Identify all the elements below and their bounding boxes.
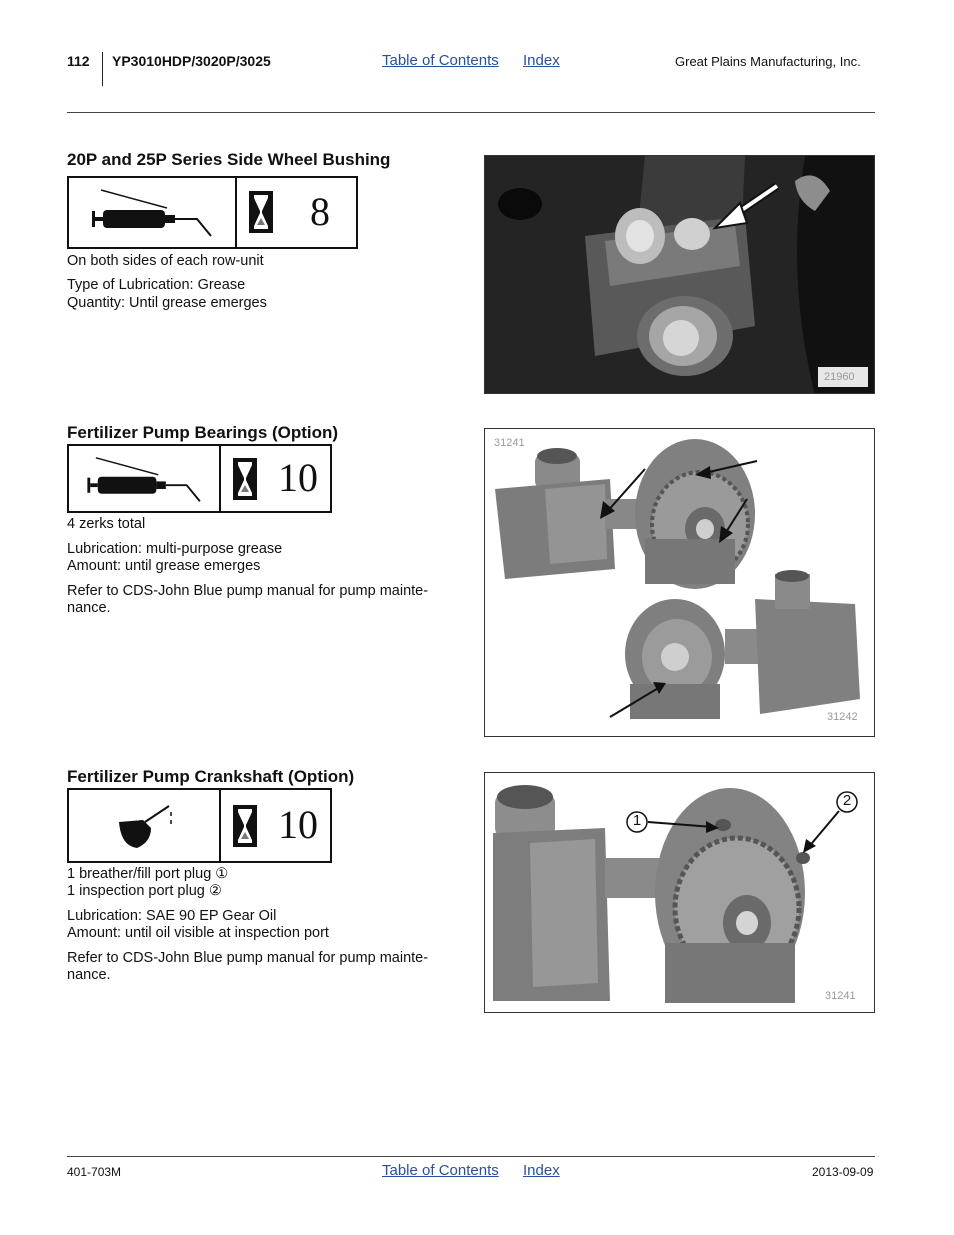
model-title: YP3010HDP/3020P/3025	[112, 53, 271, 69]
crankshaft-refer-cont: nance.	[67, 967, 111, 983]
header-index-link[interactable]: Index	[523, 52, 560, 69]
grease-gun-icon	[89, 186, 219, 241]
lube-box-oil	[67, 788, 332, 863]
header-rule	[67, 112, 875, 113]
side-wheel-quantity: Quantity: Until grease emerges	[67, 295, 267, 311]
section-title-side-wheel: 20P and 25P Series Side Wheel Bushing	[67, 150, 391, 169]
pump-bearings-refer-cont: nance.	[67, 600, 111, 616]
side-wheel-bushing-photo	[484, 155, 875, 394]
pump-bearings-amount: Amount: until grease emerges	[67, 558, 261, 574]
crankshaft-breather-plug: 1 breather/fill port plug ①	[67, 866, 229, 882]
pump-bearings-photo	[484, 428, 875, 737]
photo-number-bottom: 31242	[827, 711, 858, 723]
crankshaft-lube: Lubrication: SAE 90 EP Gear Oil	[67, 908, 277, 924]
revision-date: 2013-09-09	[812, 1165, 874, 1179]
header-toc-link[interactable]: Table of Contents	[382, 52, 499, 69]
pump-bearings-lube: Lubrication: multi-purpose grease	[67, 541, 283, 557]
photo-number: 31241	[825, 990, 856, 1002]
grease-gun-icon	[83, 454, 209, 506]
page-number: 112	[67, 53, 90, 69]
crankshaft-refer: Refer to CDS-John Blue pump manual for pump mainte-	[67, 950, 429, 966]
callout-2: 2	[842, 792, 852, 809]
section-title-pump-bearings: Fertilizer Pump Bearings (Option)	[67, 423, 339, 442]
pump-crankshaft-photo	[484, 772, 875, 1013]
oil-can-icon	[113, 800, 183, 855]
footer-rule	[67, 1156, 875, 1157]
crankshaft-amount: Amount: until oil visible at inspection port	[67, 925, 329, 941]
photo-number-top: 31241	[494, 437, 525, 449]
company-name: Great Plains Manufacturing, Inc.	[675, 54, 861, 69]
doc-number: 401-703M	[67, 1165, 122, 1179]
hourglass-icon	[233, 458, 257, 500]
pump-bearings-refer: Refer to CDS-John Blue pump manual for pump mainte-	[67, 583, 429, 599]
side-wheel-lube-type: Type of Lubrication: Grease	[67, 277, 246, 293]
photo-number: 21960	[824, 371, 855, 383]
hourglass-icon	[233, 805, 257, 847]
side-wheel-location-text: On both sides of each row-unit	[67, 253, 264, 269]
crankshaft-inspection-plug: 1 inspection port plug ②	[67, 883, 222, 899]
header-divider	[102, 52, 103, 86]
lube-box-grease	[67, 444, 332, 513]
interval-hours: 10	[278, 802, 318, 847]
footer-toc-link[interactable]: Table of Contents	[382, 1162, 499, 1179]
hourglass-icon	[249, 191, 273, 233]
section-title-pump-crankshaft: Fertilizer Pump Crankshaft (Option)	[67, 767, 355, 786]
callout-1: 1	[632, 812, 642, 829]
pump-bearings-zerks: 4 zerks total	[67, 516, 146, 532]
lube-box-grease	[67, 176, 358, 249]
interval-hours: 10	[278, 455, 318, 500]
footer-index-link[interactable]: Index	[523, 1162, 560, 1179]
interval-hours: 8	[310, 189, 330, 234]
